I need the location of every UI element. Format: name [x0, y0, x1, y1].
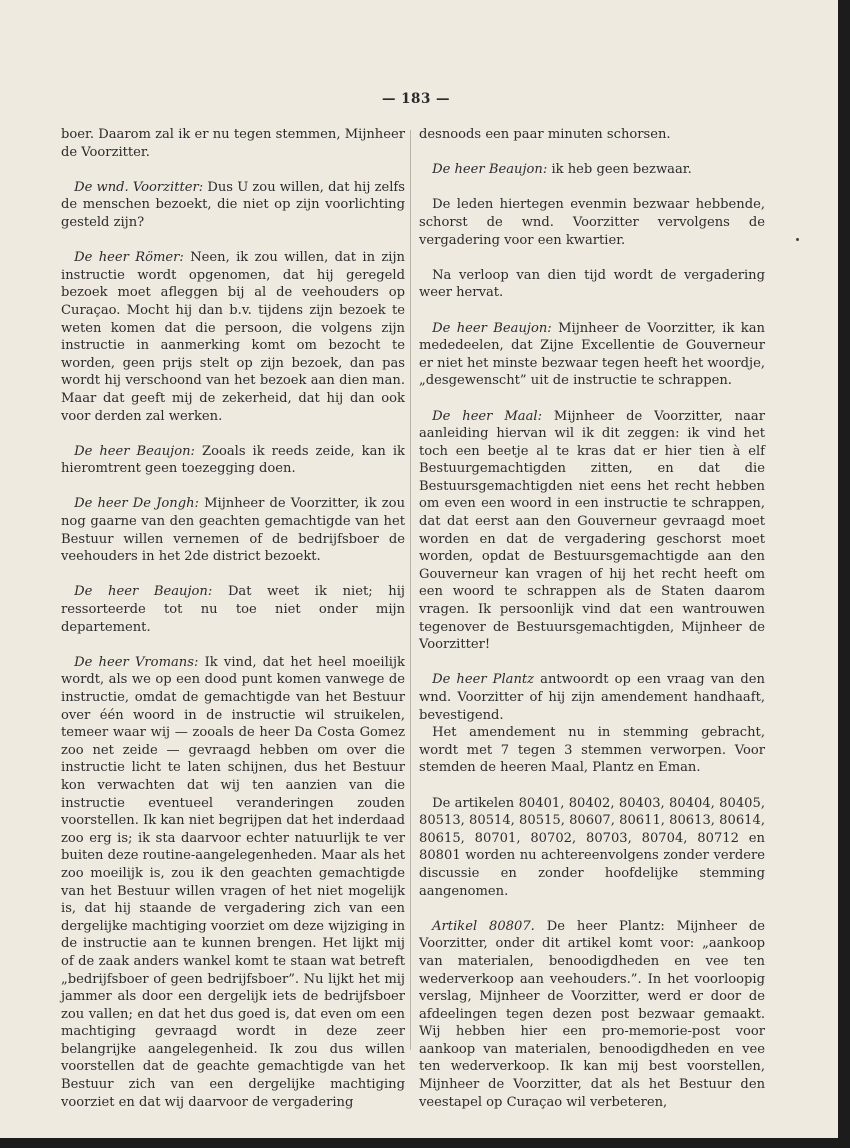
paragraph: De heer Maal: Mijnheer de Voorzitter, naar aanleiding hiervan wil ik dit zeggen: ik vind het toch een beetje al te kras dat er hier tien à elf Bestuurgemachtigden zitten, en dat die Bestuursgemachtigden niet eens het recht hebben om even een woord in een instructie te schrappen, dat dat eerst aan den Gouverneur gevraagd moet worden en dat de vergadering geschorst moet worden, opdat de Bestuursgemachtigde aan den Gouverneur kan vragen of hij het recht heeft om een woord te schrappen als de Staten daarom vragen. Ik persoonlijk vind dat een wantrouwen tegenover de Bestuursgemachtigden, Mijnheer de Voorzitter! [419, 408, 765, 653]
paragraph: Het amendement nu in stemming gebracht, wordt met 7 tegen 3 stemmen verworpen. Voor stemden de heeren Maal, Plantz en Eman. [419, 725, 765, 776]
paragraph: De heer Vromans: Ik vind, dat het heel moeilijk wordt, als we op een dood punt komen vanwege de instructie, omdat de gemachtigde van het Bestuur over één woord in de instructie wil struikelen, temeer waar wij — zooals de heer Da Costa Gomez zoo net zeide — gevraagd hebben om over die instructie licht te laten schijnen, dus het Bestuur kon verwachten dat wij ten aanzien van die instructie eventueel veranderingen zouden voorstellen. Ik kan niet begrijpen dat het inderdaad zoo erg is; ik sta daarvoor echter natuurlijk te ver buiten deze routine-aangelegenheden. Maar als het zoo moeilijk is, zou ik den geachten gemachtigde van het Bestuur willen vragen of het niet mogelijk is, dat hij staande de vergadering zich van een dergelijke machtiging voorziet om deze wijziging in de instructie aan te kunnen brengen. Het lijkt mij of de zaak anders wankel komt te staan wat betreft „bedrijfsboer of geen bedrijfsboer”. Nu lijkt het mij jammer als door een dergelijk iets de bedrijfsboer zou vallen; en dat het dus goed is, dat even om een machtiging gevraagd wordt in deze zeer belangrijke aangelegenheid. Ik zou dus willen voorstellen dat de geachte gemachtigde van het Bestuur zich van een dergelijke machtiging voorziet en dat wij daarvoor de vergadering [61, 654, 405, 1110]
paragraph: De heer Römer: Neen, ik zou willen, dat in zijn instructie wordt opgenomen, dat hij geregeld bezoek moet afleggen bij al de veehouders op Curaçao. Mocht hij dan b.v. tijdens zijn bezoek te weten komen dat die persoon, die volgens zijn instructie in aanmerking komt om bezocht te worden, geen prijs stelt op zijn bezoek, dan pas wordt hij verschoond van het bezoek aan dien man. Maar dat geeft mij de zekerheid, dat hij dan ook voor derden zal werken. [61, 250, 405, 424]
paragraph: De wnd. Voorzitter: Dus U zou willen, dat hij zelfs de menschen bezoekt, die niet op zijn voorlichting gesteld zijn? [61, 179, 405, 230]
paragraph: De leden hiertegen evenmin bezwaar hebbende, schorst de wnd. Voorzitter vervolgens de vergadering voor een kwartier. [419, 197, 765, 248]
speck [796, 238, 799, 241]
paragraph: De heer Beaujon: Zooals ik reeds zeide, kan ik hieromtrent geen toezegging doen. [61, 443, 405, 477]
paragraph: De heer Beaujon: Dat weet ik niet; hij ressorteerde tot nu toe niet onder mijn departement. [61, 584, 405, 635]
paragraph: De heer Beaujon: ik heb geen bezwaar. [432, 162, 692, 178]
paragraph: desnoods een paar minuten schorsen. [419, 127, 671, 142]
paragraph: De heer Plantz antwoordt op een vraag van den wnd. Voorzitter of hij zijn amendement handhaaft, bevestigend. [419, 672, 765, 723]
paragraph: De heer De Jongh: Mijnheer de Voorzitter, ik zou nog gaarne van den geachten gemachtigde van het Bestuur willen vernemen of de bedrijfsboer de veehouders in het 2de district bezoekt. [61, 496, 405, 565]
paragraph: Na verloop van dien tijd wordt de vergadering weer hervat. [419, 267, 765, 301]
paragraph: Artikel 80807. De heer Plantz: Mijnheer de Voorzitter, onder dit artikel komt voor: „aankoop van materialen, benoodigdheden en vee ten wederverkoop aan veehouders.”. In het voorloopig verslag, Mijnheer de Voorzitter, werd er door de afdeelingen tegen dezen post bezwaar gemaakt. Wij hebben hier een pro-memorie-post voor aankoop van materialen, benoodigdheden en vee ten wederverkoop. Ik kan mij best voorstellen, Mijnheer de Voorzitter, dat als het Bestuur den veestapel op Curaçao wil verbeteren, [419, 918, 765, 1110]
column-divider [410, 130, 411, 1050]
right-column [419, 126, 765, 1111]
paragraph: boer. Daarom zal ik er nu tegen stemmen, Mijnheer de Voorzitter. [61, 127, 405, 160]
paragraph: De heer Beaujon: Mijnheer de Voorzitter, ik kan mededeelen, dat Zijne Excellentie de Gouverneur er niet het minste bezwaar tegen heeft het woordje, „desgewenscht” uit de instructie te schrappen. [419, 320, 765, 389]
paragraph: De artikelen 80401, 80402, 80403, 80404, 80405, 80513, 80514, 80515, 80607, 80611, 80613, 80614, 80615, 80701, 80702, 80703, 80704, 80712 en 80801 worden nu achtereenvolgens zonder verdere discussie en zonder hoofdelijke stemming aangenomen. [419, 795, 765, 899]
left-column [61, 126, 405, 1111]
page-number: — 183 — [381, 91, 451, 107]
